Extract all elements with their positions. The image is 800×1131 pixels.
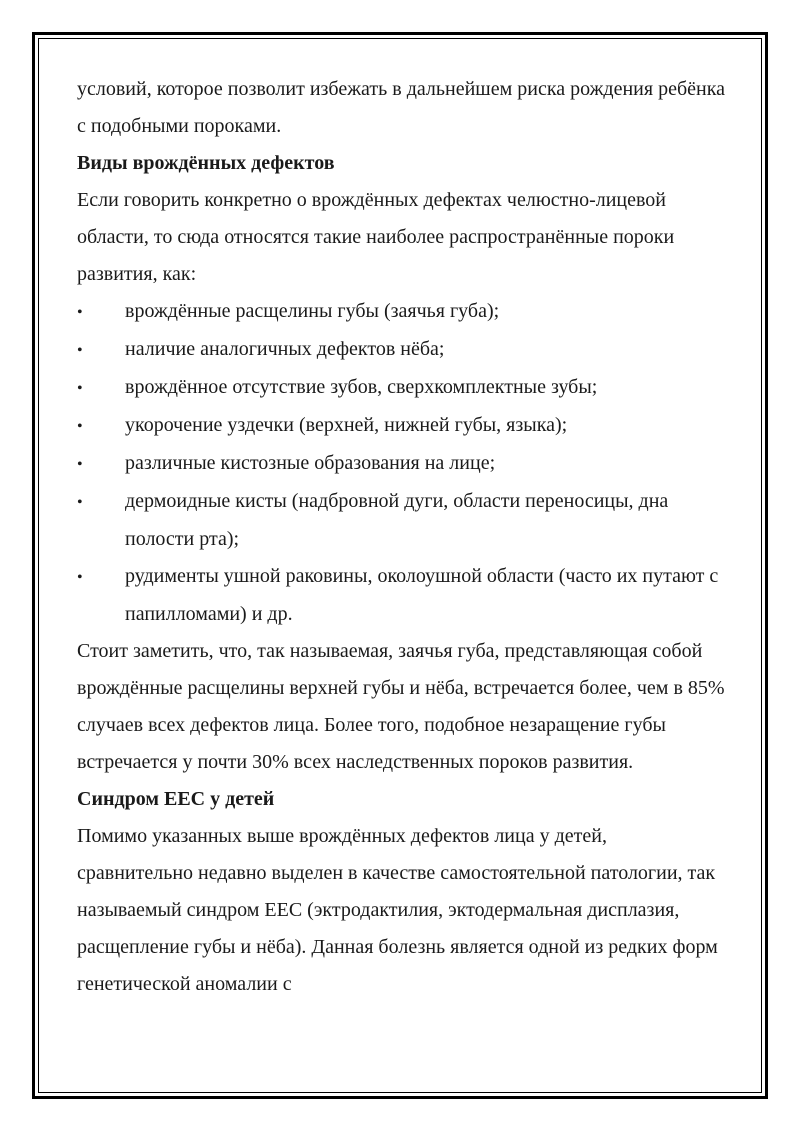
bullet-icon: • [77,569,83,586]
bullet-icon: • [77,342,83,359]
section-heading-defect-types: Виды врождённых дефектов [77,152,335,174]
bullet-icon: • [77,418,83,435]
bullet-icon: • [77,494,83,511]
list-item: • наличие аналогичных дефектов нёба; [77,331,727,369]
list-item: • рудименты ушной раковины, околоушной области (часто их путают с папилломами) и др. [77,558,727,633]
section-intro: Если говорить конкретно о врождённых дефектах челюстно-лицевой области, то сюда относятся такие наиболее распространённые пороки развития, как: [77,189,675,285]
list-item: • врождённое отсутствие зубов, сверхкомплектные зубы; [77,369,727,407]
document-body [77,71,727,1003]
section-heading-eec-syndrome: Синдром ЕЕС у детей [77,788,275,810]
list-item: • различные кистозные образования на лице; [77,445,727,483]
bullet-icon: • [77,304,83,321]
section-closing-paragraph: Стоит заметить, что, так называемая, заячья губа, представляющая собой врождённые расщелины верхней губы и нёба, встречается более, чем в 85% случаев всех дефектов лица. Более того, подобное незаращение губы встречается у почти 30% всех наследственных пороков развития. [77,640,725,773]
intro-continuation: условий, которое позволит избежать в дальнейшем риска рождения ребёнка с подобными пороками. [77,78,726,137]
bullet-icon: • [77,456,83,473]
section-body-paragraph: Помимо указанных выше врождённых дефектов лица у детей, сравнительно недавно выделен в качестве самостоятельной патологии, так называемый синдром ЕЕС (эктродактилия, эктодермальная дисплазия, расщепление губы и нёба). Данная болезнь является одной из редких форм генетической аномалии с [77,825,718,995]
defect-list [77,293,727,633]
list-item: • врождённые расщелины губы (заячья губа); [77,293,727,331]
list-item: • дермоидные кисты (надбровной дуги, области переносицы, дна полости рта); [77,483,727,558]
list-item: • укорочение уздечки (верхней, нижней губы, языка); [77,407,727,445]
bullet-icon: • [77,380,83,397]
